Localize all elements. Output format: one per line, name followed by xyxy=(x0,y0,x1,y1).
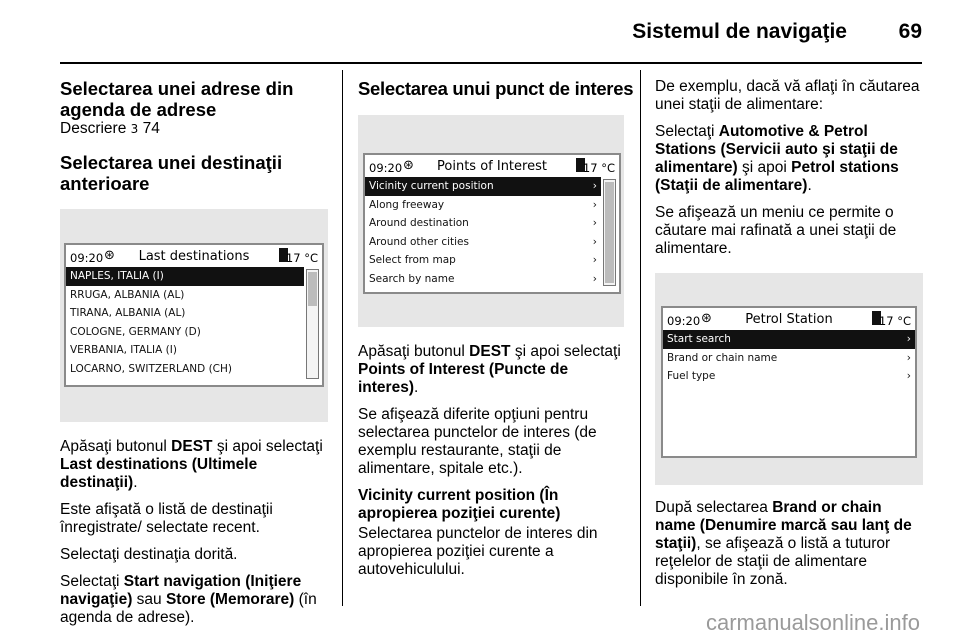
paragraph: Apăsaţi butonul DEST şi apoi selectaţi Points of Interest (Puncte de interes). xyxy=(358,343,621,396)
column-divider xyxy=(342,70,343,606)
subheading-vicinity: Vicinity current position (În apropierea poziţiei curente) xyxy=(358,487,561,522)
list-item[interactable]: VERBANIA, ITALIA (I) xyxy=(70,344,177,356)
chevron-right-icon: › xyxy=(906,370,911,382)
list-item[interactable]: Around destination › xyxy=(365,214,601,233)
clock-time: 09:20 xyxy=(667,314,701,328)
screen-title: Last destinations xyxy=(138,249,250,264)
list-item[interactable]: RRUGA, ALBANIA (AL) xyxy=(70,288,185,301)
chevron-right-icon: › xyxy=(906,333,911,345)
list-item[interactable]: NAPLES, ITALIA (I) xyxy=(66,267,304,286)
list-item[interactable]: Start search › xyxy=(663,330,915,349)
screenshot-last-destinations xyxy=(60,209,328,422)
clock-time: 09:20 xyxy=(369,161,403,175)
screen-title: Points of Interest xyxy=(437,159,547,174)
list-item[interactable]: Brand or chain name › xyxy=(663,349,915,368)
chevron-right-icon: › xyxy=(592,217,597,229)
screenshot-points-of-interest xyxy=(358,115,624,327)
page-header xyxy=(60,0,922,64)
poi-list xyxy=(365,177,601,288)
list-item[interactable]: Fuel type › xyxy=(663,367,915,386)
paragraph: Selectaţi destinaţia dorită. xyxy=(60,546,238,563)
heading-address-book: Selectarea unei adrese din agenda de adrese xyxy=(60,78,294,120)
list-item[interactable]: Along freeway › xyxy=(365,196,601,215)
clock-time: 09:20 xyxy=(70,251,104,265)
column-3 xyxy=(655,78,925,598)
destination-list xyxy=(66,267,304,378)
list-item[interactable]: TIRANA, ALBANIA (AL) xyxy=(70,307,186,319)
paragraph: Selectaţi Automotive & Petrol Stations (Servicii auto şi staţii de alimentare) şi apoi Petrol stations (Staţii de alimentare). xyxy=(655,123,899,194)
screen-title: Petrol Station xyxy=(745,312,833,327)
chevron-right-icon: › xyxy=(906,351,911,364)
screenshot-petrol-station xyxy=(655,273,923,485)
chevron-right-icon: › xyxy=(592,272,597,285)
list-item[interactable]: Vicinity current position › xyxy=(365,177,601,196)
chevron-right-icon: › xyxy=(592,198,597,211)
display-screen xyxy=(661,306,917,458)
list-item[interactable]: COLOGNE, GERMANY (D) xyxy=(70,325,201,338)
arrow-icon: 3 xyxy=(130,122,139,136)
scrollbar-thumb[interactable] xyxy=(605,182,614,283)
section-title: Sistemul de navigaţie xyxy=(632,20,847,43)
scrollbar[interactable] xyxy=(306,269,319,379)
paragraph: După selectarea Brand or chain name (Denumire marcă sau lanţ de staţii), se afişează o listă a tuturor reţelelor de staţii de alimentare disponibile în zonă. xyxy=(655,499,912,588)
column-2 xyxy=(358,78,634,588)
paragraph: Selectarea punctelor de interes din apropierea poziţiei curente a autovehiculului. xyxy=(358,525,598,578)
paragraph: Apăsaţi butonul DEST şi apoi selectaţi Last destinations (Ultimele destinaţii). xyxy=(60,438,323,491)
temperature: 17 °C xyxy=(878,314,911,328)
column-divider xyxy=(640,70,641,606)
heading-poi: Selectarea unui punct de interes xyxy=(358,78,634,99)
page-number: 69 xyxy=(898,20,922,43)
display-screen xyxy=(363,153,621,294)
paragraph: Se afişează un meniu ce permite o căutare mai rafinată a unei staţii de alimentare. xyxy=(655,204,897,257)
scrollbar[interactable] xyxy=(603,179,616,286)
description-ref: Descriere 3 74 xyxy=(60,120,160,137)
list-item[interactable]: LOCARNO, SWITZERLAND (CH) xyxy=(70,362,232,375)
chevron-right-icon: › xyxy=(592,235,597,248)
compass-icon: ⊛ xyxy=(104,248,115,263)
screen-status-bar xyxy=(663,308,915,330)
list-item[interactable]: Search by name › xyxy=(365,270,601,289)
chevron-right-icon: › xyxy=(592,254,597,266)
watermark: carmanualsonline.info xyxy=(705,610,920,635)
paragraph: Se afişează diferite opţiuni pentru selectarea punctelor de interes (de exemplu restaurante, staţii de alimentare, spitale etc.). xyxy=(358,406,597,477)
chevron-right-icon: › xyxy=(592,180,597,192)
paragraph: De exemplu, dacă vă aflaţi în căutarea unei staţii de alimentare: xyxy=(655,78,920,113)
temperature: 17 °C xyxy=(285,251,318,265)
compass-icon: ⊛ xyxy=(403,158,414,173)
paragraph: Selectaţi Start navigation (Iniţiere navigaţie) sau Store (Memorare) (în agenda de adrese). xyxy=(60,573,317,626)
screen-status-bar xyxy=(66,245,322,267)
paragraph: Este afişată o listă de destinaţii înregistrate/ selectate recent. xyxy=(60,501,273,536)
compass-icon: ⊛ xyxy=(701,311,712,326)
column-1 xyxy=(60,78,328,636)
heading-previous-destination: Selectarea unei destinaţii anterioare xyxy=(60,152,283,194)
list-item[interactable]: Select from map › xyxy=(365,251,601,270)
screen-status-bar xyxy=(365,155,619,177)
petrol-menu-list xyxy=(663,330,915,386)
list-item[interactable]: Around other cities › xyxy=(365,233,601,252)
display-screen xyxy=(64,243,324,387)
temperature: 17 °C xyxy=(582,161,615,175)
scrollbar-thumb[interactable] xyxy=(308,272,317,306)
